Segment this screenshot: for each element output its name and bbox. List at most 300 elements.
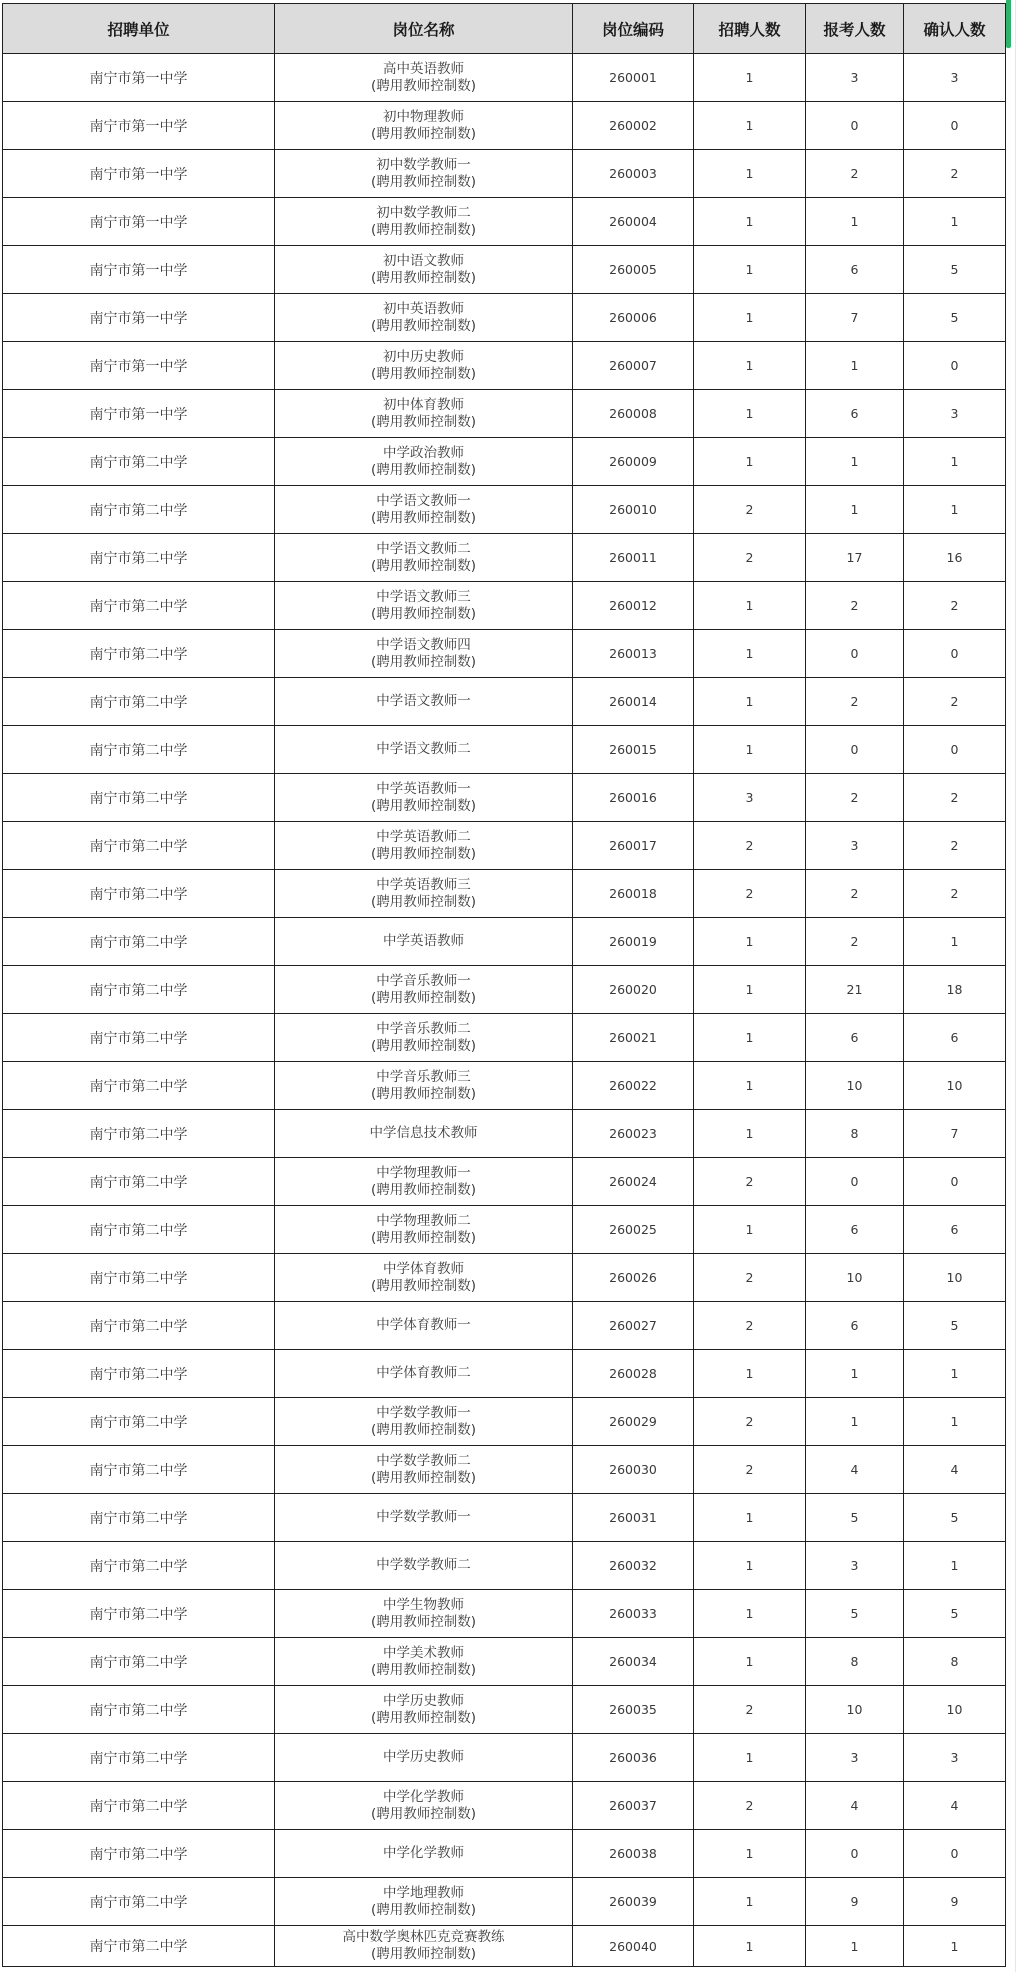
cell-apply: 0 <box>806 102 904 150</box>
cell-confirm: 5 <box>904 294 1006 342</box>
cell-code: 260009 <box>573 438 694 486</box>
post-note: (聘用教师控制数) <box>370 1946 477 1962</box>
post-title: 中学生物教师 <box>383 1596 464 1613</box>
cell-quota: 2 <box>694 1782 806 1830</box>
post-note: (聘用教师控制数) <box>370 797 477 814</box>
cell-quota: 1 <box>694 726 806 774</box>
post-title: 中学政治教师 <box>383 444 464 461</box>
cell-unit: 南宁市第二中学 <box>3 774 275 822</box>
cell-code: 260020 <box>573 966 694 1014</box>
cell-quota: 2 <box>694 870 806 918</box>
cell-post <box>275 1494 573 1542</box>
cell-post <box>275 678 573 726</box>
post-title: 初中物理教师 <box>383 108 464 125</box>
post-title: 初中数学教师一 <box>376 156 471 173</box>
cell-quota: 2 <box>694 1446 806 1494</box>
cell-post <box>275 486 573 534</box>
cell-code: 260004 <box>573 198 694 246</box>
cell-code: 260017 <box>573 822 694 870</box>
post-title: 中学历史教师 <box>383 1692 464 1709</box>
cell-code: 260001 <box>573 54 694 102</box>
cell-apply: 10 <box>806 1686 904 1734</box>
post-title: 中学体育教师一 <box>376 1317 471 1333</box>
cell-apply: 2 <box>806 870 904 918</box>
table-row <box>3 630 1006 678</box>
cell-unit: 南宁市第二中学 <box>3 534 275 582</box>
cell-code: 260010 <box>573 486 694 534</box>
table-row <box>3 150 1006 198</box>
cell-code: 260026 <box>573 1254 694 1302</box>
cell-apply: 0 <box>806 1158 904 1206</box>
cell-post <box>275 1254 573 1302</box>
post-title: 中学体育教师二 <box>376 1365 471 1381</box>
cell-code: 260028 <box>573 1350 694 1398</box>
cell-apply: 0 <box>806 726 904 774</box>
cell-unit: 南宁市第一中学 <box>3 102 275 150</box>
cell-quota: 1 <box>694 1830 806 1878</box>
cell-quota: 1 <box>694 54 806 102</box>
post-note: (聘用教师控制数) <box>370 1181 477 1198</box>
table-row <box>3 1446 1006 1494</box>
cell-apply: 4 <box>806 1446 904 1494</box>
table-row <box>3 1110 1006 1158</box>
cell-unit: 南宁市第二中学 <box>3 918 275 966</box>
post-title: 初中语文教师 <box>383 252 464 269</box>
cell-confirm: 1 <box>904 1926 1006 1967</box>
post-title: 高中数学奥林匹克竞赛教练 <box>342 1929 505 1945</box>
cell-unit: 南宁市第二中学 <box>3 1926 275 1967</box>
cell-unit: 南宁市第二中学 <box>3 1158 275 1206</box>
cell-confirm: 0 <box>904 630 1006 678</box>
cell-post <box>275 1110 573 1158</box>
cell-apply: 1 <box>806 1350 904 1398</box>
cell-confirm: 1 <box>904 1398 1006 1446</box>
post-title: 中学历史教师 <box>383 1749 464 1765</box>
table-row <box>3 534 1006 582</box>
post-note: (聘用教师控制数) <box>370 557 477 574</box>
post-note: (聘用教师控制数) <box>370 1901 477 1918</box>
table-row <box>3 198 1006 246</box>
cell-code: 260030 <box>573 1446 694 1494</box>
cell-apply: 1 <box>806 1398 904 1446</box>
post-title: 中学语文教师三 <box>376 588 471 605</box>
cell-unit: 南宁市第二中学 <box>3 582 275 630</box>
cell-code: 260037 <box>573 1782 694 1830</box>
table-body <box>3 54 1006 1967</box>
cell-post <box>275 582 573 630</box>
cell-unit: 南宁市第二中学 <box>3 438 275 486</box>
cell-confirm: 18 <box>904 966 1006 1014</box>
cell-apply: 1 <box>806 342 904 390</box>
cell-unit: 南宁市第一中学 <box>3 246 275 294</box>
post-note: (聘用教师控制数) <box>370 1709 477 1726</box>
table-row <box>3 1350 1006 1398</box>
cell-confirm: 0 <box>904 342 1006 390</box>
cell-apply: 3 <box>806 1542 904 1590</box>
cell-post <box>275 1782 573 1830</box>
table-row <box>3 1494 1006 1542</box>
cell-code: 260013 <box>573 630 694 678</box>
table-row <box>3 726 1006 774</box>
cell-apply: 1 <box>806 1926 904 1967</box>
cell-confirm: 6 <box>904 1014 1006 1062</box>
cell-confirm: 2 <box>904 582 1006 630</box>
cell-code: 260018 <box>573 870 694 918</box>
cell-post <box>275 390 573 438</box>
post-note: (聘用教师控制数) <box>370 1229 477 1246</box>
post-title: 中学语文教师四 <box>376 636 471 653</box>
cell-apply: 2 <box>806 918 904 966</box>
cell-confirm: 0 <box>904 1830 1006 1878</box>
table-row <box>3 1686 1006 1734</box>
post-note: (聘用教师控制数) <box>370 989 477 1006</box>
cell-apply: 6 <box>806 1014 904 1062</box>
cell-unit: 南宁市第二中学 <box>3 1542 275 1590</box>
post-note: (聘用教师控制数) <box>370 413 477 430</box>
table-row <box>3 774 1006 822</box>
cell-unit: 南宁市第一中学 <box>3 294 275 342</box>
cell-quota: 1 <box>694 1014 806 1062</box>
cell-quota: 1 <box>694 1542 806 1590</box>
cell-confirm: 1 <box>904 198 1006 246</box>
post-note: (聘用教师控制数) <box>370 1085 477 1102</box>
cell-unit: 南宁市第二中学 <box>3 1014 275 1062</box>
cell-quota: 1 <box>694 1590 806 1638</box>
cell-unit: 南宁市第二中学 <box>3 1734 275 1782</box>
table-header <box>3 4 1006 54</box>
post-title: 中学英语教师三 <box>376 876 471 893</box>
cell-post <box>275 534 573 582</box>
cell-unit: 南宁市第二中学 <box>3 1254 275 1302</box>
post-note: (聘用教师控制数) <box>370 845 477 862</box>
cell-quota: 1 <box>694 198 806 246</box>
cell-quota: 1 <box>694 1110 806 1158</box>
post-note: (聘用教师控制数) <box>370 317 477 334</box>
cell-confirm: 5 <box>904 246 1006 294</box>
cell-post <box>275 1638 573 1686</box>
cell-code: 260023 <box>573 1110 694 1158</box>
cell-code: 260038 <box>573 1830 694 1878</box>
cell-code: 260034 <box>573 1638 694 1686</box>
cell-confirm: 8 <box>904 1638 1006 1686</box>
cell-quota: 2 <box>694 1398 806 1446</box>
cell-code: 260033 <box>573 1590 694 1638</box>
post-note: (聘用教师控制数) <box>370 1277 477 1294</box>
cell-code: 260035 <box>573 1686 694 1734</box>
cell-post <box>275 1062 573 1110</box>
cell-post <box>275 1446 573 1494</box>
cell-quota: 1 <box>694 150 806 198</box>
cell-code: 260003 <box>573 150 694 198</box>
cell-unit: 南宁市第一中学 <box>3 54 275 102</box>
cell-quota: 1 <box>694 390 806 438</box>
cell-code: 260040 <box>573 1926 694 1967</box>
cell-code: 260025 <box>573 1206 694 1254</box>
post-note: (聘用教师控制数) <box>370 1661 477 1678</box>
cell-code: 260029 <box>573 1398 694 1446</box>
post-title: 初中体育教师 <box>383 396 464 413</box>
cell-code: 260031 <box>573 1494 694 1542</box>
cell-apply: 8 <box>806 1110 904 1158</box>
cell-code: 260014 <box>573 678 694 726</box>
post-title: 初中数学教师二 <box>376 204 471 221</box>
cell-unit: 南宁市第二中学 <box>3 1350 275 1398</box>
cell-confirm: 0 <box>904 726 1006 774</box>
post-note: (聘用教师控制数) <box>370 365 477 382</box>
post-note: (聘用教师控制数) <box>370 77 477 94</box>
cell-confirm: 7 <box>904 1110 1006 1158</box>
cell-apply: 10 <box>806 1254 904 1302</box>
header-unit: 招聘单位 <box>3 4 275 54</box>
cell-quota: 1 <box>694 1878 806 1926</box>
cell-apply: 5 <box>806 1494 904 1542</box>
cell-post <box>275 1350 573 1398</box>
post-title: 中学语文教师一 <box>376 492 471 509</box>
table-row <box>3 438 1006 486</box>
cell-confirm: 2 <box>904 822 1006 870</box>
post-note: (聘用教师控制数) <box>370 653 477 670</box>
cell-confirm: 0 <box>904 1158 1006 1206</box>
cell-confirm: 3 <box>904 54 1006 102</box>
cell-quota: 2 <box>694 1254 806 1302</box>
cell-post <box>275 1830 573 1878</box>
cell-post <box>275 630 573 678</box>
cell-code: 260036 <box>573 1734 694 1782</box>
scrollbar-thumb[interactable] <box>1006 0 1011 48</box>
table-row <box>3 1782 1006 1830</box>
cell-post <box>275 246 573 294</box>
table-row <box>3 870 1006 918</box>
cell-apply: 17 <box>806 534 904 582</box>
cell-post <box>275 1398 573 1446</box>
table-row <box>3 1206 1006 1254</box>
post-title: 中学化学教师 <box>383 1845 464 1861</box>
cell-quota: 1 <box>694 1062 806 1110</box>
cell-post <box>275 726 573 774</box>
post-title: 中学化学教师 <box>383 1788 464 1805</box>
cell-confirm: 6 <box>904 1206 1006 1254</box>
cell-unit: 南宁市第一中学 <box>3 198 275 246</box>
cell-confirm: 1 <box>904 918 1006 966</box>
cell-unit: 南宁市第二中学 <box>3 1398 275 1446</box>
cell-apply: 3 <box>806 1734 904 1782</box>
cell-unit: 南宁市第二中学 <box>3 1110 275 1158</box>
cell-apply: 2 <box>806 582 904 630</box>
post-title: 初中历史教师 <box>383 348 464 365</box>
cell-code: 260039 <box>573 1878 694 1926</box>
cell-apply: 3 <box>806 54 904 102</box>
cell-code: 260022 <box>573 1062 694 1110</box>
table-row <box>3 390 1006 438</box>
post-note: (聘用教师控制数) <box>370 1469 477 1486</box>
cell-quota: 1 <box>694 630 806 678</box>
table-row <box>3 1062 1006 1110</box>
cell-code: 260007 <box>573 342 694 390</box>
cell-quota: 1 <box>694 1638 806 1686</box>
cell-unit: 南宁市第二中学 <box>3 486 275 534</box>
cell-confirm: 16 <box>904 534 1006 582</box>
post-title: 中学信息技术教师 <box>369 1125 478 1141</box>
cell-quota: 2 <box>694 534 806 582</box>
post-title: 中学物理教师一 <box>376 1164 471 1181</box>
cell-quota: 1 <box>694 438 806 486</box>
cell-confirm: 10 <box>904 1254 1006 1302</box>
cell-code: 260005 <box>573 246 694 294</box>
post-title: 中学音乐教师一 <box>376 972 471 989</box>
cell-quota: 2 <box>694 486 806 534</box>
cell-confirm: 2 <box>904 150 1006 198</box>
cell-unit: 南宁市第二中学 <box>3 1830 275 1878</box>
cell-apply: 9 <box>806 1878 904 1926</box>
cell-confirm: 4 <box>904 1446 1006 1494</box>
cell-post <box>275 1734 573 1782</box>
cell-apply: 10 <box>806 1062 904 1110</box>
cell-confirm: 1 <box>904 438 1006 486</box>
cell-confirm: 5 <box>904 1590 1006 1638</box>
cell-code: 260016 <box>573 774 694 822</box>
cell-unit: 南宁市第二中学 <box>3 1302 275 1350</box>
post-note: (聘用教师控制数) <box>370 509 477 526</box>
cell-unit: 南宁市第二中学 <box>3 1494 275 1542</box>
cell-apply: 2 <box>806 774 904 822</box>
post-note: (聘用教师控制数) <box>370 1613 477 1630</box>
post-title: 中学物理教师二 <box>376 1212 471 1229</box>
cell-quota: 1 <box>694 1734 806 1782</box>
table-row <box>3 1302 1006 1350</box>
post-title: 中学语文教师二 <box>376 741 471 757</box>
cell-apply: 2 <box>806 150 904 198</box>
cell-unit: 南宁市第一中学 <box>3 390 275 438</box>
cell-post <box>275 102 573 150</box>
post-note: (聘用教师控制数) <box>370 269 477 286</box>
cell-quota: 1 <box>694 1494 806 1542</box>
cell-confirm: 1 <box>904 1542 1006 1590</box>
recruitment-table <box>2 3 1006 1967</box>
cell-post <box>275 1206 573 1254</box>
post-title: 中学英语教师二 <box>376 828 471 845</box>
cell-post <box>275 1158 573 1206</box>
cell-post <box>275 198 573 246</box>
table-row <box>3 1542 1006 1590</box>
cell-quota: 2 <box>694 822 806 870</box>
post-title: 中学数学教师一 <box>376 1404 471 1421</box>
post-note: (聘用教师控制数) <box>370 1421 477 1438</box>
cell-code: 260015 <box>573 726 694 774</box>
table-row <box>3 486 1006 534</box>
cell-quota: 1 <box>694 1926 806 1967</box>
cell-unit: 南宁市第二中学 <box>3 1206 275 1254</box>
cell-unit: 南宁市第二中学 <box>3 1062 275 1110</box>
cell-apply: 8 <box>806 1638 904 1686</box>
cell-quota: 1 <box>694 294 806 342</box>
cell-apply: 6 <box>806 390 904 438</box>
post-title: 中学语文教师一 <box>376 693 471 709</box>
cell-post <box>275 1878 573 1926</box>
cell-apply: 1 <box>806 438 904 486</box>
table-row <box>3 918 1006 966</box>
post-title: 高中英语教师 <box>383 60 464 77</box>
cell-apply: 6 <box>806 246 904 294</box>
cell-post <box>275 966 573 1014</box>
post-note: (聘用教师控制数) <box>370 1805 477 1822</box>
cell-post <box>275 1926 573 1967</box>
cell-apply: 4 <box>806 1782 904 1830</box>
post-title: 中学数学教师二 <box>376 1452 471 1469</box>
cell-post <box>275 1590 573 1638</box>
cell-quota: 3 <box>694 774 806 822</box>
cell-quota: 1 <box>694 1206 806 1254</box>
cell-quota: 1 <box>694 102 806 150</box>
table-row <box>3 54 1006 102</box>
cell-apply: 7 <box>806 294 904 342</box>
cell-unit: 南宁市第二中学 <box>3 1782 275 1830</box>
cell-apply: 2 <box>806 678 904 726</box>
cell-unit: 南宁市第二中学 <box>3 1878 275 1926</box>
cell-quota: 2 <box>694 1686 806 1734</box>
post-title: 中学语文教师二 <box>376 540 471 557</box>
post-title: 中学数学教师二 <box>376 1557 471 1573</box>
table-row <box>3 1878 1006 1926</box>
cell-confirm: 9 <box>904 1878 1006 1926</box>
table-row <box>3 822 1006 870</box>
header-apply: 报考人数 <box>806 4 904 54</box>
cell-post <box>275 1014 573 1062</box>
cell-confirm: 5 <box>904 1302 1006 1350</box>
cell-unit: 南宁市第二中学 <box>3 822 275 870</box>
table-row <box>3 966 1006 1014</box>
cell-post <box>275 54 573 102</box>
cell-post <box>275 870 573 918</box>
header-code: 岗位编码 <box>573 4 694 54</box>
post-title: 中学英语教师一 <box>376 780 471 797</box>
cell-code: 260027 <box>573 1302 694 1350</box>
header-confirm: 确认人数 <box>904 4 1006 54</box>
cell-post <box>275 1542 573 1590</box>
table-row <box>3 1014 1006 1062</box>
table-row <box>3 1590 1006 1638</box>
cell-apply: 6 <box>806 1206 904 1254</box>
post-title: 中学美术教师 <box>383 1644 464 1661</box>
cell-quota: 1 <box>694 246 806 294</box>
cell-apply: 1 <box>806 486 904 534</box>
cell-confirm: 2 <box>904 870 1006 918</box>
table-row <box>3 342 1006 390</box>
table-row <box>3 246 1006 294</box>
table-row <box>3 678 1006 726</box>
post-note: (聘用教师控制数) <box>370 893 477 910</box>
cell-confirm: 4 <box>904 1782 1006 1830</box>
cell-confirm: 10 <box>904 1062 1006 1110</box>
cell-unit: 南宁市第二中学 <box>3 1686 275 1734</box>
cell-post <box>275 1302 573 1350</box>
post-note: (聘用教师控制数) <box>370 461 477 478</box>
post-title: 中学英语教师 <box>383 933 464 949</box>
post-title: 初中英语教师 <box>383 300 464 317</box>
cell-quota: 1 <box>694 966 806 1014</box>
cell-code: 260024 <box>573 1158 694 1206</box>
cell-code: 260006 <box>573 294 694 342</box>
cell-post <box>275 918 573 966</box>
cell-quota: 1 <box>694 678 806 726</box>
cell-apply: 0 <box>806 1830 904 1878</box>
table-row <box>3 1926 1006 1967</box>
cell-confirm: 2 <box>904 678 1006 726</box>
cell-confirm: 1 <box>904 1350 1006 1398</box>
cell-quota: 1 <box>694 582 806 630</box>
cell-confirm: 2 <box>904 774 1006 822</box>
cell-post <box>275 150 573 198</box>
cell-post <box>275 1686 573 1734</box>
